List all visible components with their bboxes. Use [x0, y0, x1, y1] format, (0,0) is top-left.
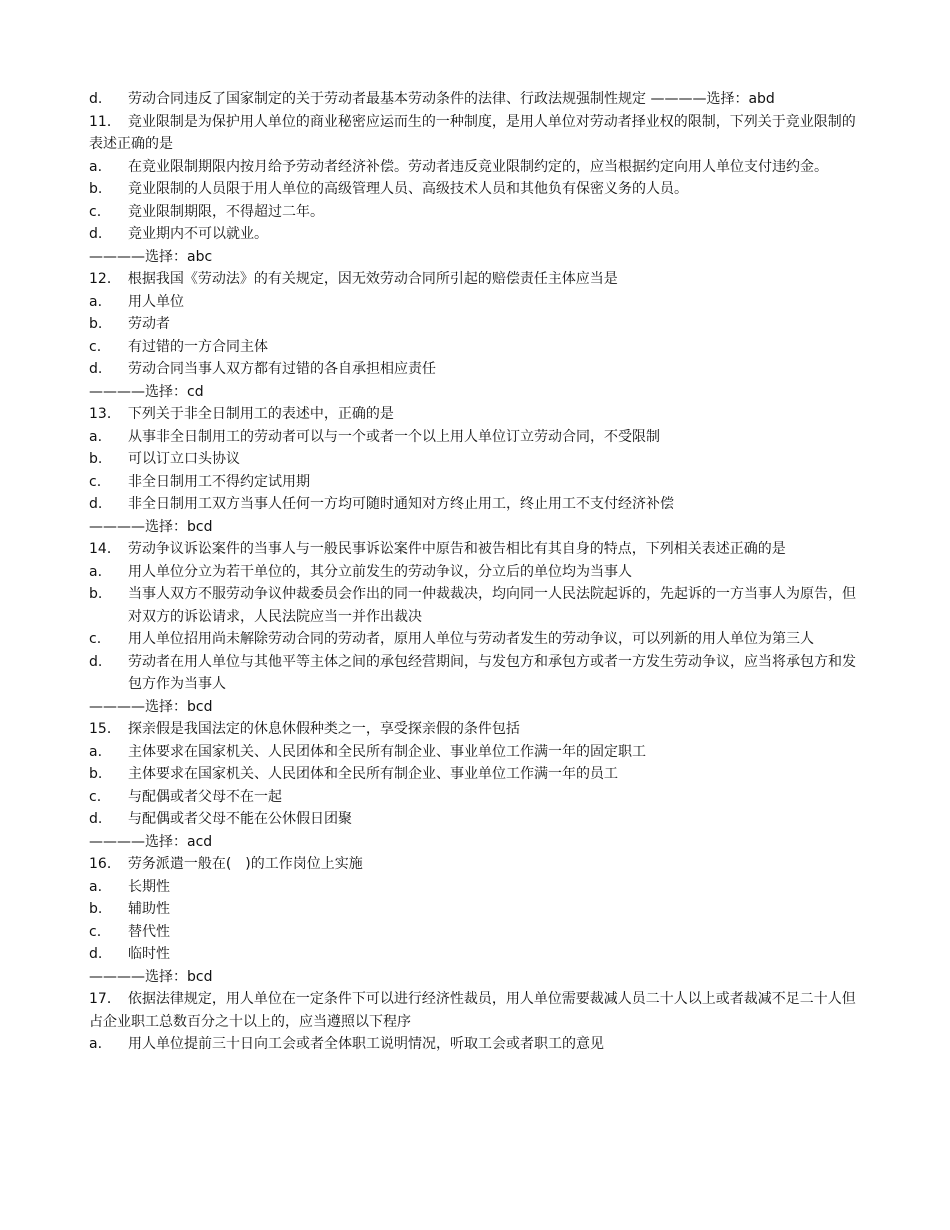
answer-line: ————选择：bcd: [89, 698, 213, 715]
option-letter: c.: [89, 338, 102, 355]
option-letter: a.: [89, 158, 103, 175]
option-c: [89, 921, 864, 944]
option-text: 可以订立口头协议: [128, 451, 240, 467]
option-b: [89, 898, 864, 921]
option-d: [89, 358, 864, 381]
question-block-15: [89, 718, 864, 853]
answer-line: ————选择：abc: [89, 248, 213, 265]
option-d: [89, 943, 864, 966]
answer-line: ————选择：cd: [89, 383, 204, 400]
option-letter: b.: [89, 316, 103, 332]
option-text: 竞业限制期限，不得超过二年。: [128, 203, 324, 220]
option-b: [89, 178, 864, 201]
option-text: 与配偶或者父母不在一起: [128, 788, 282, 805]
option-letter: b.: [89, 901, 103, 917]
question-block-17: [89, 988, 864, 1056]
question-block-14: [89, 538, 864, 718]
question-block-11: [89, 111, 864, 269]
option-a: [89, 1033, 864, 1056]
option-text: 用人单位分立为若干单位的，其分立前发生的劳动争议，分立后的单位均为当事人: [128, 563, 632, 580]
option-text: 替代性: [128, 923, 170, 940]
option-text: 主体要求在国家机关、人民团体和全民所有制企业、事业单位工作满一年的员工: [128, 766, 618, 782]
option-b: [89, 448, 864, 471]
question-title: 17． 依据法律规定，用人单位在一定条件下可以进行经济性裁员，用人单位需要裁减人员二十人以上或者裁减不足二十人但占企业职工总数百分之十以上的，应当遵照以下程序: [89, 991, 856, 1030]
option-text: 非全日制用工不得约定试用期: [128, 473, 310, 490]
option-text: 辅助性: [128, 901, 170, 917]
question-block-12: [89, 268, 864, 403]
option-letter: d.: [89, 226, 103, 242]
option-a: [89, 426, 864, 449]
option-text: 劳动合同当事人双方都有过错的各自承担相应责任: [128, 361, 436, 377]
option-text: 主体要求在国家机关、人民团体和全民所有制企业、事业单位工作满一年的固定职工: [128, 743, 646, 760]
option-text: 在竞业限制期限内按月给予劳动者经济补偿。劳动者违反竞业限制约定的，应当根据约定向用人单位支付违约金。: [128, 158, 828, 175]
option-letter: a.: [89, 428, 103, 445]
question-title: 14． 劳动争议诉讼案件的当事人与一般民事诉讼案件中原告和被告相比有其自身的特点，下列相关表述正确的是: [89, 541, 786, 557]
answer-line: ————选择：acd: [89, 833, 213, 850]
option-letter: c.: [89, 203, 102, 220]
option-text: 劳动者: [128, 316, 170, 332]
option-c: [89, 471, 864, 494]
option-letter: d.: [89, 811, 103, 827]
answer-line: ————选择：bcd: [89, 518, 213, 535]
option-letter: a.: [89, 743, 103, 760]
option-d: [89, 808, 864, 831]
option-text: 竞业限制的人员限于用人单位的高级管理人员、高级技术人员和其他负有保密义务的人员。: [128, 181, 688, 197]
option-text: 用人单位: [128, 293, 184, 310]
option-text: 从事非全日制用工的劳动者可以与一个或者一个以上用人单位订立劳动合同，不受限制: [128, 428, 660, 445]
option-letter: d.: [89, 361, 103, 377]
option-letter: d.: [89, 946, 103, 962]
option-c: [89, 628, 864, 651]
question-block-10-continuation: [89, 88, 864, 111]
option-letter: c.: [89, 788, 102, 805]
option-letter: c.: [89, 923, 102, 940]
option-d: [89, 493, 864, 516]
option-text: 非全日制用工双方当事人任何一方均可随时通知对方终止用工，终止用工不支付经济补偿: [128, 496, 674, 512]
answer-line: ————选择：bcd: [89, 968, 213, 985]
option-letter: b.: [89, 586, 103, 602]
option-text: 长期性: [128, 878, 170, 895]
option-b: [89, 763, 864, 786]
option-letter: d.: [89, 91, 103, 107]
option-text: 用人单位招用尚未解除劳动合同的劳动者，原用人单位与劳动者发生的劳动争议，可以列新的用人单位为第三人: [128, 631, 814, 647]
option-b: [89, 583, 864, 628]
question-title: 11． 竞业限制是为保护用人单位的商业秘密应运而生的一种制度，是用人单位对劳动者择业权的限制，下列关于竞业限制的表述正确的是: [89, 113, 856, 152]
option-text: 劳动者在用人单位与其他平等主体之间的承包经营期间，与发包方和承包方或者一方发生劳动争议，应当将承包方和发包方作为当事人: [128, 653, 856, 692]
option-a: [89, 741, 864, 764]
question-block-16: [89, 853, 864, 988]
question-block-13: [89, 403, 864, 538]
option-letter: b.: [89, 181, 103, 197]
option-text: 有过错的一方合同主体: [128, 338, 268, 355]
option-letter: c.: [89, 473, 102, 490]
option-b: [89, 313, 864, 336]
question-title: 12． 根据我国《劳动法》的有关规定，因无效劳动合同所引起的赔偿责任主体应当是: [89, 271, 618, 287]
option-a: [89, 156, 864, 179]
option-letter: a.: [89, 1036, 103, 1052]
option-a: [89, 561, 864, 584]
option-letter: a.: [89, 563, 103, 580]
option-letter: d.: [89, 653, 103, 670]
option-c: [89, 786, 864, 809]
option-letter: a.: [89, 878, 103, 895]
option-a: [89, 876, 864, 899]
option-text: 临时性: [128, 946, 170, 962]
option-d: [89, 88, 864, 111]
option-letter: b.: [89, 451, 103, 467]
document-body: [89, 88, 864, 1056]
option-d: [89, 651, 864, 696]
option-c: [89, 336, 864, 359]
option-a: [89, 291, 864, 314]
option-c: [89, 201, 864, 224]
option-letter: b.: [89, 766, 103, 782]
question-title: 15． 探亲假是我国法定的休息休假种类之一，享受探亲假的条件包括: [89, 721, 520, 737]
option-text: 用人单位提前三十日向工会或者全体职工说明情况，听取工会或者职工的意见: [128, 1036, 604, 1052]
question-title: 16． 劳务派遣一般在( )的工作岗位上实施: [89, 856, 363, 872]
option-text: 竞业期内不可以就业。: [128, 226, 268, 242]
option-d: [89, 223, 864, 246]
option-text: 劳动合同违反了国家制定的关于劳动者最基本劳动条件的法律、行政法规强制性规定 ————选择：abd: [128, 91, 775, 107]
option-text: 当事人双方不服劳动争议仲裁委员会作出的同一仲裁裁决，均向同一人民法院起诉的，先起诉的一方当事人为原告，但对双方的诉讼请求，人民法院应当一并作出裁决: [128, 586, 856, 625]
option-letter: d.: [89, 496, 103, 512]
option-letter: c.: [89, 631, 102, 647]
question-title: 13． 下列关于非全日制用工的表述中，正确的是: [89, 406, 394, 422]
option-text: 与配偶或者父母不能在公休假日团聚: [128, 811, 352, 827]
option-letter: a.: [89, 293, 103, 310]
